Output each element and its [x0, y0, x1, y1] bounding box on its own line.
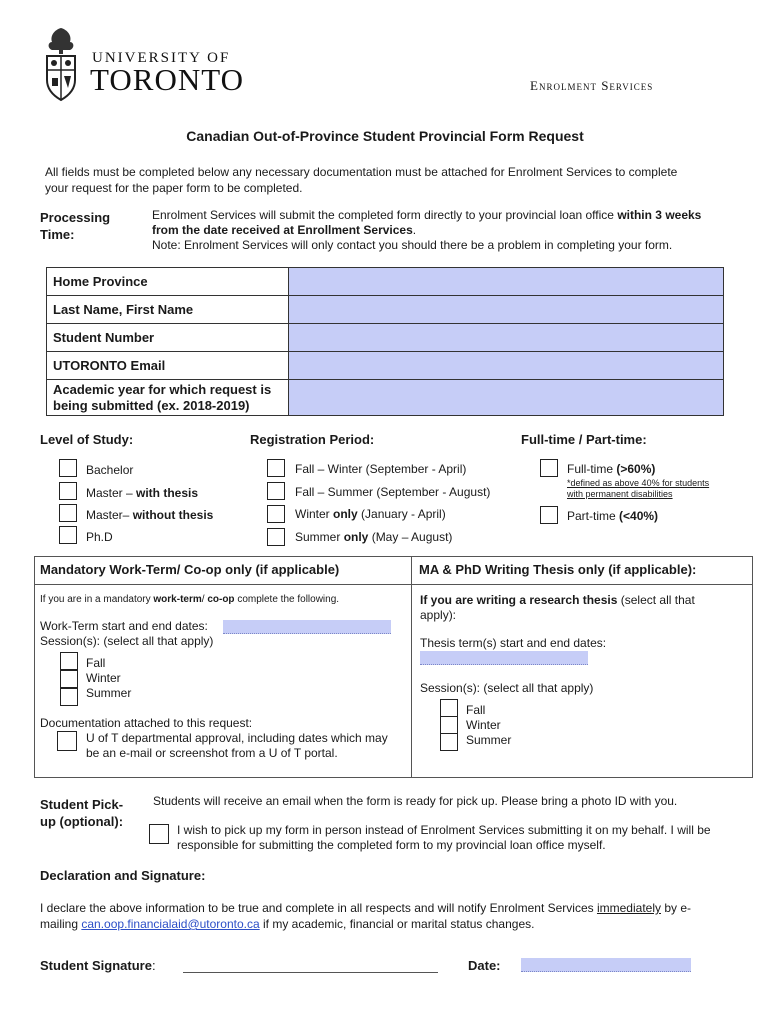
- thesis-summer-label: Summer: [466, 733, 512, 747]
- level-of-study-heading: Level of Study:: [40, 432, 134, 447]
- master-thesis-label-a: Master –: [86, 486, 137, 500]
- declaration-heading: Declaration and Signature:: [40, 868, 206, 883]
- workterm-instructions: [40, 594, 339, 605]
- university-name-line1: UNIVERSITY OF: [92, 50, 231, 66]
- fulltime-note: [567, 478, 709, 500]
- university-crest-icon: [44, 26, 78, 102]
- table-row: [47, 268, 724, 296]
- fulltime-heading: Full-time / Part-time:: [521, 432, 647, 447]
- fulltime-checkbox[interactable]: [540, 459, 558, 477]
- master-no-thesis-label: [86, 508, 213, 522]
- university-name-line2: TORONTO: [90, 62, 244, 97]
- fulltime-note-1: *defined as above 40% for students: [567, 478, 710, 488]
- parttime-label-a: Part-time: [567, 509, 620, 523]
- signature-colon: :: [151, 958, 156, 973]
- bachelor-label: Bachelor: [86, 463, 134, 477]
- fulltime-label-b: (>60%): [616, 462, 656, 476]
- form-title: Canadian Out-of-Province Student Provincial Form Request: [186, 128, 584, 144]
- pickup-label-2: up (optional):: [40, 814, 124, 829]
- summer-only-b: only: [343, 530, 369, 544]
- declaration-line1-a: I declare the above information to be true and complete in all respects and will notify Enrolment Services: [40, 901, 597, 915]
- table-row: [47, 324, 724, 352]
- processing-label-2: Time:: [40, 227, 75, 242]
- declaration-line2-a: mailing: [40, 917, 82, 931]
- parttime-label: [567, 509, 658, 523]
- workterm-summer-label: Summer: [86, 686, 132, 700]
- thesis-summer-checkbox[interactable]: [440, 733, 458, 751]
- master-thesis-label: [86, 486, 198, 500]
- wt-c: /: [201, 594, 208, 605]
- parttime-label-b: (<40%): [619, 509, 659, 523]
- home-province-label: Home Province: [47, 268, 289, 296]
- pickup-check-line-1: I wish to pick up my form in person instead of Enrolment Services submitting it on my behalf. I will be: [177, 823, 711, 837]
- master-thesis-label-b: with thesis: [136, 486, 199, 500]
- thesis-winter-label: Winter: [466, 718, 501, 732]
- summer-only-c: (May – August): [368, 530, 453, 544]
- wt-a: If you are in a mandatory: [40, 594, 154, 605]
- student-info-table: [46, 267, 724, 416]
- thesis-session-labels: [466, 703, 511, 748]
- workterm-heading: Mandatory Work-Term/ Co-op only (if applicable): [40, 562, 340, 577]
- financial-aid-email-link[interactable]: can.oop.financialaid@utoronto.ca: [81, 917, 260, 931]
- master-no-thesis-label-b: without thesis: [132, 508, 214, 522]
- academic-year-label: Academic year for which request is being submitted (ex. 2018-2019): [47, 380, 289, 416]
- summer-only-checkbox[interactable]: [267, 528, 285, 546]
- pickup-checkbox[interactable]: [149, 824, 169, 844]
- processing-text: [152, 208, 742, 253]
- email-input[interactable]: [289, 352, 724, 380]
- processing-label-1: Processing: [40, 210, 111, 225]
- department-name: Enrolment Services: [530, 78, 654, 93]
- table-row: [47, 296, 724, 324]
- thesis-dates-input[interactable]: [420, 651, 588, 665]
- thesis-heading: MA & PhD Writing Thesis only (if applicable):: [419, 562, 697, 577]
- processing-text-a: Enrolment Services will submit the completed form directly to your provincial loan office: [152, 208, 618, 222]
- phd-checkbox[interactable]: [59, 526, 77, 544]
- wt-e: complete the following.: [234, 594, 340, 605]
- winter-only-label: [295, 507, 446, 521]
- fall-summer-label: Fall – Summer (September - August): [295, 485, 491, 499]
- processing-note: Note: Enrolment Services will only contact you should there be a problem in completing your form.: [152, 238, 673, 252]
- workterm-winter-checkbox[interactable]: [60, 670, 78, 688]
- thesis-fall-checkbox[interactable]: [440, 699, 458, 717]
- signature-input[interactable]: [183, 956, 438, 973]
- workterm-dates-label: Work-Term start and end dates:: [40, 619, 208, 633]
- thesis-sessions-label: Session(s): (select all that apply): [420, 681, 594, 695]
- declaration-line2-b: if my academic, financial or marital status changes.: [259, 917, 535, 931]
- section-divider: [34, 584, 753, 585]
- table-row: [47, 380, 724, 416]
- summer-only-label: [295, 530, 452, 544]
- intro-text: [45, 164, 677, 196]
- phd-label: Ph.D: [86, 530, 113, 544]
- workterm-winter-label: Winter: [86, 671, 121, 685]
- signature-label: [40, 958, 156, 973]
- name-label: Last Name, First Name: [47, 296, 289, 324]
- workterm-fall-label: Fall: [86, 656, 106, 670]
- home-province-input[interactable]: [289, 268, 724, 296]
- thesis-line1-b: (select all that: [617, 593, 695, 607]
- declaration-line1-c: by e-: [661, 901, 692, 915]
- fall-winter-checkbox[interactable]: [267, 459, 285, 477]
- registration-period-heading: Registration Period:: [250, 432, 375, 447]
- signature-label-text: Student Signature: [40, 958, 152, 973]
- wt-d: co-op: [207, 594, 235, 605]
- thesis-box: [411, 556, 753, 778]
- workterm-summer-checkbox[interactable]: [60, 688, 78, 706]
- declaration-text: [40, 900, 740, 932]
- documentation-line-1: U of T departmental approval, including dates which may: [86, 731, 388, 745]
- master-thesis-checkbox[interactable]: [59, 482, 77, 500]
- workterm-fall-checkbox[interactable]: [60, 652, 78, 670]
- wt-b: work-term: [153, 594, 202, 605]
- workterm-dates-input[interactable]: [223, 620, 391, 634]
- fulltime-label-a: Full-time: [567, 462, 617, 476]
- master-no-thesis-label-a: Master–: [86, 508, 133, 522]
- summer-only-a: Summer: [295, 530, 344, 544]
- intro-line-2: your request for the paper form to be completed.: [45, 181, 303, 195]
- date-input[interactable]: [521, 958, 691, 972]
- academic-year-input[interactable]: [289, 380, 724, 416]
- fall-summer-checkbox[interactable]: [267, 482, 285, 500]
- pickup-info: Students will receive an email when the form is ready for pick up. Please bring a photo ID with you.: [153, 794, 678, 808]
- pickup-label: [40, 796, 123, 830]
- thesis-fall-label: Fall: [466, 703, 486, 717]
- processing-text-bold1: within 3 weeks: [617, 208, 702, 222]
- thesis-winter-checkbox[interactable]: [440, 716, 458, 734]
- fulltime-label: [567, 462, 655, 476]
- documentation-text: [86, 731, 388, 761]
- processing-text-bold2: from the date received at Enrollment Services: [152, 223, 413, 237]
- email-label: UTORONTO Email: [47, 352, 289, 380]
- thesis-instructions: [420, 593, 695, 623]
- parttime-checkbox[interactable]: [540, 506, 558, 524]
- workterm-session-labels: [86, 656, 131, 701]
- fulltime-note-2: with permanent disabilities: [567, 489, 673, 499]
- workterm-sessions-label: Session(s): (select all that apply): [40, 634, 214, 648]
- master-no-thesis-checkbox[interactable]: [59, 504, 77, 522]
- pickup-check-line-2: responsible for submitting the completed form to my provincial loan office myself.: [177, 838, 606, 852]
- intro-line-1: All fields must be completed below any necessary documentation must be attached for Enrolment Services to complete: [45, 165, 678, 179]
- processing-label: [40, 209, 110, 243]
- student-number-label: Student Number: [47, 324, 289, 352]
- declaration-line1-b: immediately: [596, 901, 661, 915]
- processing-text-period: .: [412, 223, 417, 237]
- pickup-check-text: [177, 823, 711, 853]
- winter-only-b: only: [333, 507, 358, 521]
- table-row: [47, 352, 724, 380]
- date-label: Date:: [468, 958, 501, 973]
- name-input[interactable]: [289, 296, 724, 324]
- thesis-line2: apply):: [420, 608, 457, 622]
- pickup-label-1: Student Pick-: [40, 797, 124, 812]
- documentation-label: Documentation attached to this request:: [40, 716, 253, 730]
- fall-winter-label: Fall – Winter (September - April): [295, 462, 467, 476]
- winter-only-a: Winter: [295, 507, 334, 521]
- documentation-line-2: be an e-mail or screenshot from a U of T portal.: [86, 746, 338, 760]
- thesis-line1-a: If you are writing a research thesis: [420, 593, 618, 607]
- bachelor-checkbox[interactable]: [59, 459, 77, 477]
- winter-only-c: (January - April): [357, 507, 446, 521]
- documentation-checkbox[interactable]: [57, 731, 77, 751]
- student-number-input[interactable]: [289, 324, 724, 352]
- winter-only-checkbox[interactable]: [267, 505, 285, 523]
- thesis-dates-label: Thesis term(s) start and end dates:: [420, 636, 607, 650]
